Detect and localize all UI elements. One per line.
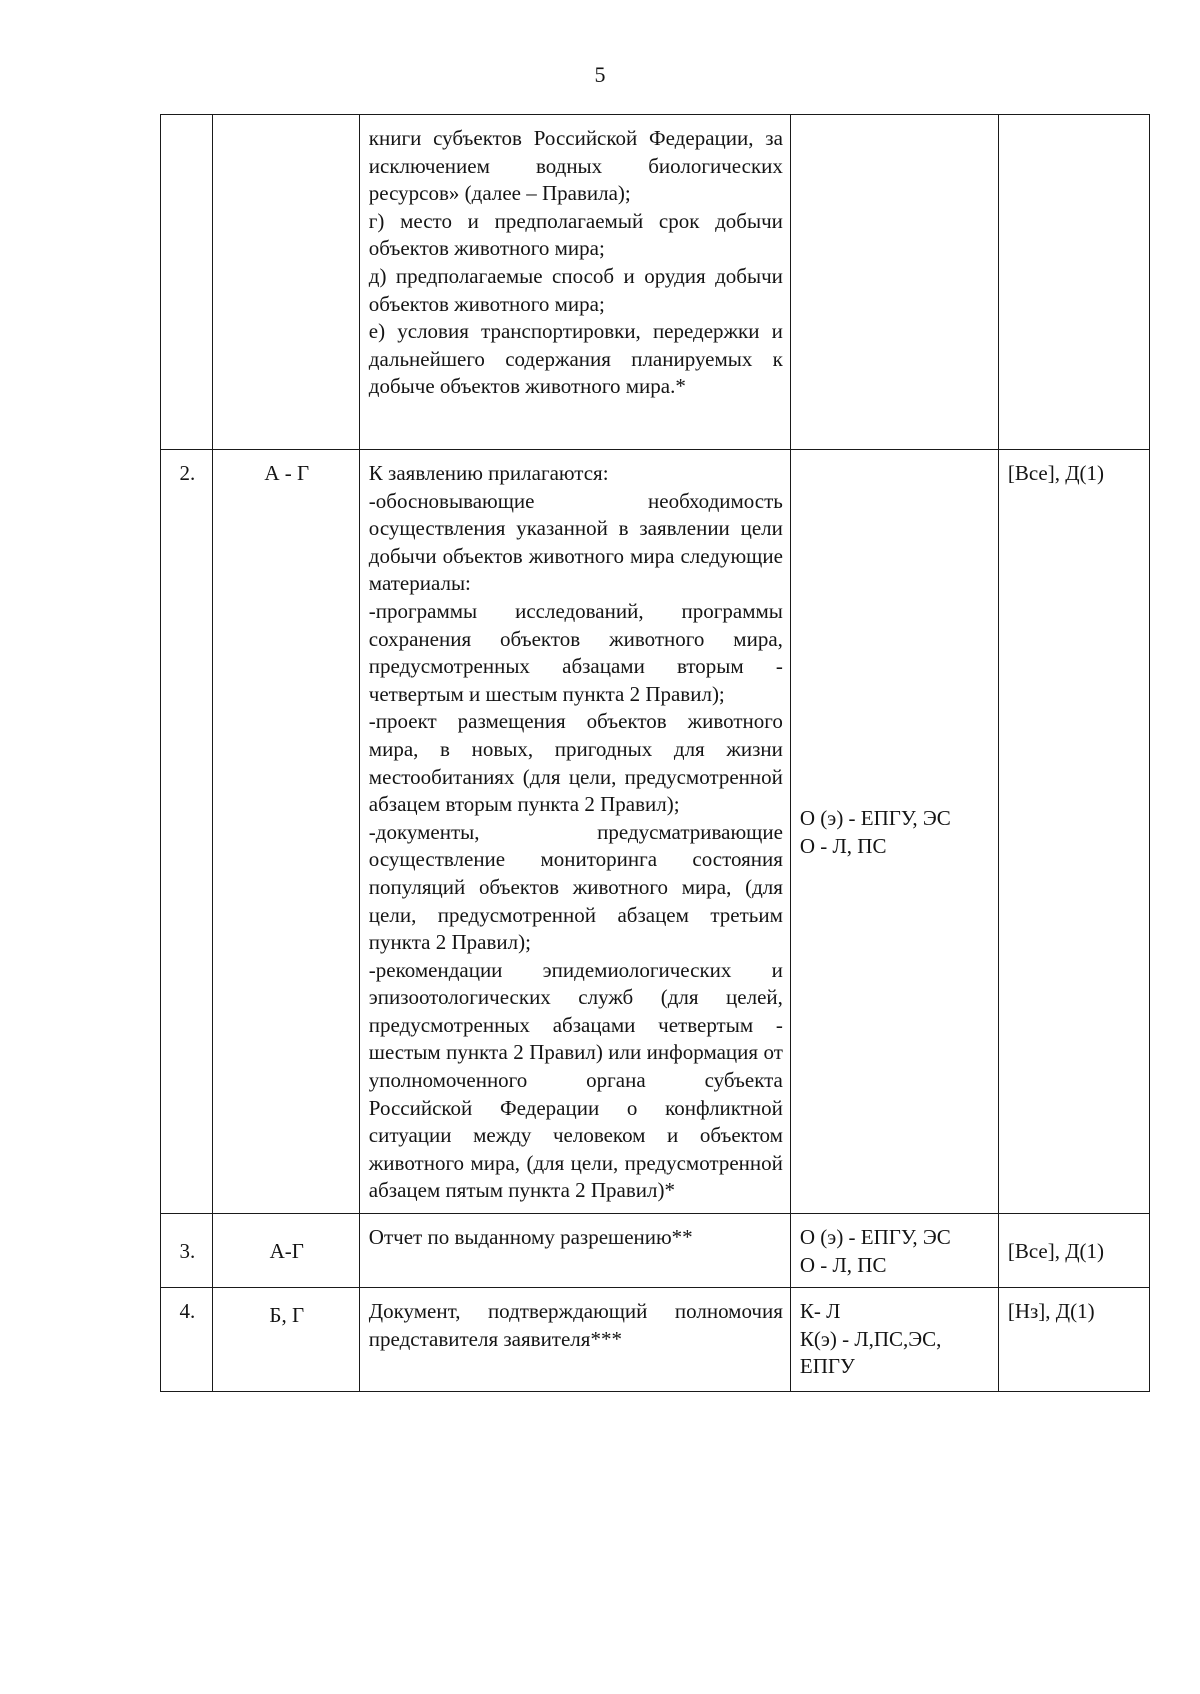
- scope-cell: [Все], Д(1): [998, 450, 1149, 1214]
- applicant-category-cell: Б, Г: [212, 1288, 359, 1392]
- submission-form-cell: [790, 450, 998, 1214]
- document-description-cell: [359, 1288, 790, 1392]
- document-description-cell: [359, 115, 790, 450]
- row-number-cell: 4.: [161, 1288, 213, 1392]
- description-paragraph: Документ, подтверждающий полномочия представителя заявителя***: [368, 1299, 783, 1351]
- table-row: [161, 450, 1150, 1214]
- table-row: [161, 115, 1150, 450]
- submission-form-line: К- Л: [799, 1299, 841, 1324]
- submission-form-cell: [790, 115, 998, 450]
- submission-form-cell: [790, 1214, 998, 1288]
- description-paragraph: г) место и предполагаемый срок добычи объектов животного мира;: [368, 208, 783, 261]
- description-paragraph: е) условия транспортировки, передержки и дальнейшего содержания планируемых к добыче объектов животного мира.*: [368, 319, 783, 399]
- submission-form-line: О - Л, ПС: [799, 833, 887, 858]
- submission-form-cell: [790, 1288, 998, 1392]
- page-number: 5: [594, 62, 606, 87]
- description-paragraph: -программы исследований, программы сохранения объектов животного мира, предусмотренных абзацами вторым - четвертым и шестым пункта 2 Правил);: [368, 598, 783, 706]
- row-number-cell: 2.: [161, 450, 213, 1214]
- scope-cell: [Все], Д(1): [998, 1214, 1149, 1288]
- description-paragraph: -проект размещения объектов животного мира, в новых, пригодных для жизни местообитаниях (для цели, предусмотренной абзацем вторым пункта 2 Правил);: [368, 709, 783, 817]
- description-paragraph: -обосновывающие необходимость осуществления указанной в заявлении цели добычи объектов животного мира следующие материалы:: [368, 488, 783, 596]
- document-description-cell: [359, 450, 790, 1214]
- documents-table: [160, 114, 1150, 1392]
- description-paragraph: -рекомендации эпидемиологических и эпизоотологических служб (для целей, предусмотренных абзацами четвертым - шестым пункта 2 Правил) или информация от уполномоченного органа субъекта Российской Федерации о конфликтной ситуации между человеком и объектом животного мира, (для цели, предусмотренной абзацем пятым пункта 2 Правил)*: [368, 957, 783, 1203]
- submission-form-line: О - Л, ПС: [799, 1252, 887, 1277]
- submission-form-line: О (э) - ЕПГУ, ЭС: [799, 1225, 951, 1250]
- table-row: [161, 1288, 1150, 1392]
- document-description-cell: [359, 1214, 790, 1288]
- submission-form-line: К(э) - Л,ПС,ЭС, ЕПГУ: [799, 1326, 942, 1379]
- description-paragraph: Отчет по выданному разрешению**: [368, 1225, 693, 1250]
- description-paragraph: К заявлению прилагаются:: [368, 461, 609, 485]
- table-row: [161, 1214, 1150, 1288]
- description-paragraph: книги субъектов Российской Федерации, за исключением водных биологических ресурсов» (далее – Правила);: [368, 126, 783, 206]
- description-paragraph: д) предполагаемые способ и орудия добычи объектов животного мира;: [368, 263, 783, 316]
- description-paragraph: -документы, предусматривающие осуществление мониторинга состояния популяций объектов животного мира, (для цели, предусмотренной абзацем третьим пункта 2 Правил);: [368, 819, 783, 955]
- applicant-category-cell: А - Г: [212, 450, 359, 1214]
- row-number-cell: 3.: [161, 1214, 213, 1288]
- applicant-category-cell: А-Г: [212, 1214, 359, 1288]
- scope-cell: [998, 115, 1149, 450]
- applicant-category-cell: [212, 115, 359, 450]
- submission-form-line: О (э) - ЕПГУ, ЭС: [799, 805, 951, 830]
- row-number-cell: [161, 115, 213, 450]
- scope-cell: [Нз], Д(1): [998, 1288, 1149, 1392]
